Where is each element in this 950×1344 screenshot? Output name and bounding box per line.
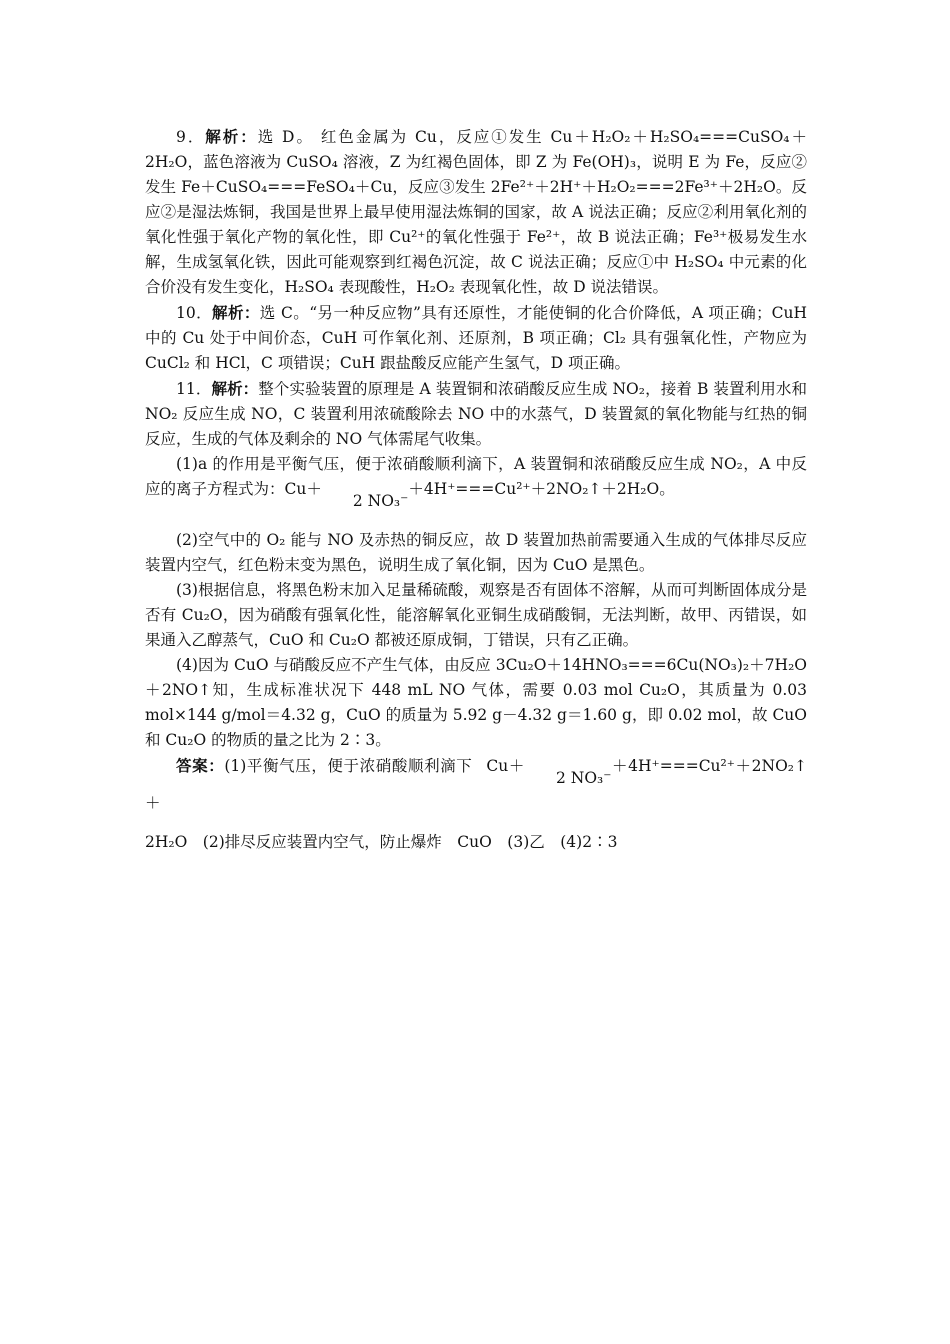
nitrate-formula: NO₃⁻ bbox=[367, 492, 409, 510]
q11-part3: (3)根据信息，将黑色粉末加入足量稀硫酸，观察是否有固体不溶解，从而可判断固体成分是否有 Cu₂O，因为硝酸有强氧化性，能溶解氧化亚铜生成硝酸铜，无法判断，故甲、丙错误，如果通入乙醇蒸气，CuO 和 Cu₂O 都被还原成铜，丁错误，只有乙正确。 bbox=[145, 581, 807, 649]
q10-text: 选 C。“另一种反应物”具有还原性，才能使铜的化合价降低，A 项正确；CuH 中的 Cu 处于中间价态，CuH 可作氧化剂、还原剂，B 项正确；Cl₂ 具有强氧化性，产物应为 CuCl₂ 和 HCl，C 项错误；CuH 跟盐酸反应能产生氢气，D 项正确。 bbox=[145, 304, 807, 372]
q11-part1 bbox=[145, 452, 807, 514]
nitrate-coef: 2 bbox=[352, 492, 363, 510]
q11-part1-pre: (1)a 的作用是平衡气压，便于浓硝酸顺利滴下，A 装置铜和浓硝酸反应生成 NO₂，A 中反应的离子方程式为：Cu＋ bbox=[145, 455, 807, 498]
answer-eq-post: ＋4H⁺===Cu²⁺＋2NO₂↑＋ bbox=[145, 757, 807, 812]
q10-label: 解析： bbox=[212, 303, 260, 322]
q11-paragraph bbox=[145, 376, 807, 452]
answer-nitrate-term bbox=[525, 766, 611, 791]
q9-number: 9． bbox=[176, 128, 206, 146]
nitrate-ion-term bbox=[322, 489, 408, 514]
answer-label: 答案： bbox=[176, 756, 225, 775]
answer-part1: (1)平衡气压，便于浓硝酸顺利滴下 bbox=[224, 757, 473, 775]
q10-number: 10． bbox=[176, 304, 213, 322]
answer-eq-pre: Cu＋ bbox=[486, 757, 525, 775]
q11-part4: (4)因为 CuO 与硝酸反应不产生气体，由反应 3Cu₂O＋14HNO₃===6Cu(NO₃)₂＋7H₂O＋2NO↑知，生成标准状况下 448 mL NO 气体，需要 0.03 mol Cu₂O，其质量为 0.03 mol×144 g/mol＝4.32 g，CuO 的质量为 5.92 g－4.32 g＝1.60 g，即 0.02 mol，故 CuO 和 Cu₂O 的物质的量之比为 2∶3。 bbox=[145, 656, 807, 749]
answer-tail: 2H₂O (2)排尽反应装置内空气，防止爆炸 CuO (3)乙 (4)2∶3 bbox=[145, 833, 618, 851]
q11-text: 整个实验装置的原理是 A 装置铜和浓硝酸反应生成 NO₂，接着 B 装置利用水和 NO₂ 反应生成 NO，C 装置利用浓硫酸除去 NO 中的水蒸气，D 装置氮的氧化物能与红热的铜反应，生成的气体及剩余的 NO 气体需尾气收集。 bbox=[145, 380, 807, 448]
answer-line bbox=[145, 753, 807, 816]
answer-nitrate-coef: 2 bbox=[555, 769, 566, 787]
q11-number: 11． bbox=[176, 380, 212, 398]
answer-nitrate-formula: NO₃⁻ bbox=[570, 769, 612, 787]
answer-document bbox=[145, 124, 807, 855]
q11-part2: (2)空气中的 O₂ 能与 NO 及赤热的铜反应，故 D 装置加热前需要通入生成的气体排尽反应装置内空气，红色粉末变为黑色，说明生成了氧化铜，因为 CuO 是黑色。 bbox=[145, 531, 807, 574]
q10-paragraph bbox=[145, 300, 807, 376]
q9-paragraph bbox=[145, 124, 807, 300]
q9-text: 选 D。 红色金属为 Cu，反应①发生 Cu＋H₂O₂＋H₂SO₄===CuSO₄＋2H₂O，蓝色溶液为 CuSO₄ 溶液，Z 为红褐色固体，即 Z 为 Fe(OH)₃，说明 E 为 Fe，反应②发生 Fe＋CuSO₄===FeSO₄＋Cu，反应③发生 2Fe²⁺＋2H⁺＋H₂O₂===2Fe³⁺＋2H₂O。反应②是湿法炼铜，我国是世界上最早使用湿法炼铜的国家，故 A 说法正确；反应②利用氧化剂的氧化性强于氧化产物的氧化性，即 Cu²⁺的氧化性强于 Fe²⁺，故 B 说法正确；Fe³⁺极易发生水解，生成氢氧化铁，因此可能观察到红褐色沉淀，故 C 说法正确；反应①中 H₂SO₄ 中元素的化合价没有发生变化，H₂SO₄ 表现酸性，H₂O₂ 表现氧化性，故 D 说法错误。 bbox=[145, 128, 807, 296]
q9-label: 解析： bbox=[205, 127, 258, 146]
q11-part1-post: ＋4H⁺===Cu²⁺＋2NO₂↑＋2H₂O。 bbox=[408, 480, 675, 498]
q11-label: 解析： bbox=[211, 379, 259, 398]
